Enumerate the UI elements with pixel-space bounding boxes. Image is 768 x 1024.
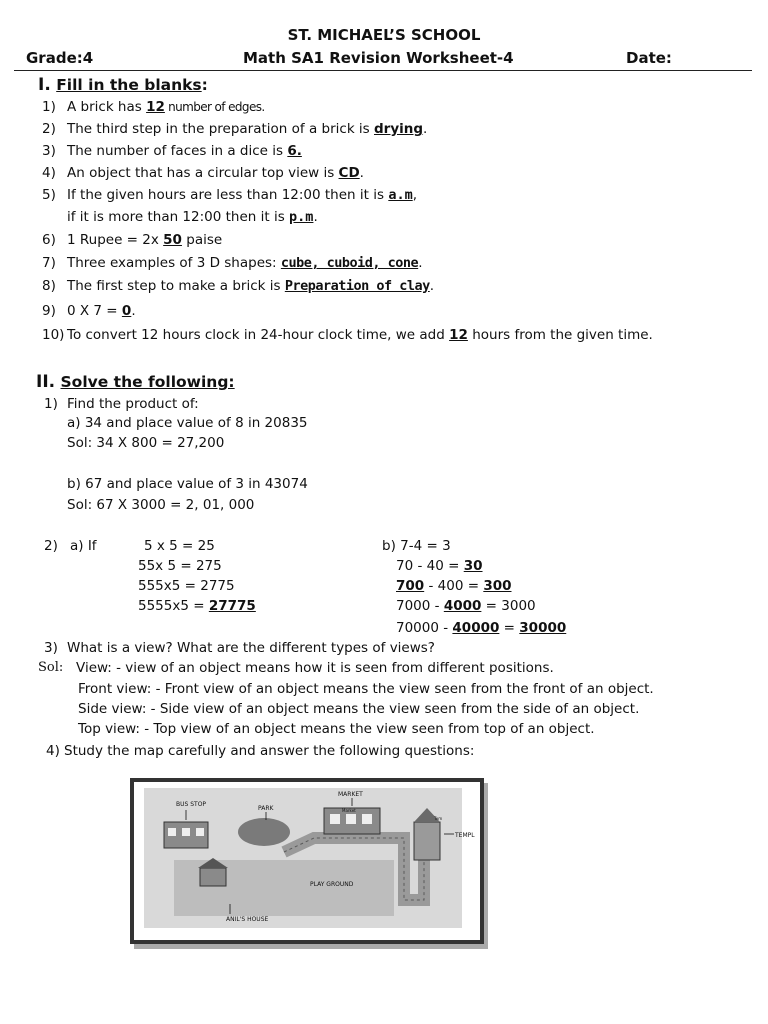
blank-4-num: 4) xyxy=(42,165,56,181)
blank-9 xyxy=(67,303,136,319)
q2-a-row4-text: 5555x5 = xyxy=(138,598,209,614)
q2-b-row3-text-end: = 3000 xyxy=(481,598,536,614)
blank-2-num: 2) xyxy=(42,121,56,137)
blank-10 xyxy=(67,327,653,343)
blank-8-text: The first step to make a brick is xyxy=(67,278,285,294)
q2-a-row3: 555x5 = 2775 xyxy=(138,578,235,594)
blank-3 xyxy=(67,143,302,159)
q1-part-b-solution: Sol: 67 X 3000 = 2, 01, 000 xyxy=(67,497,255,513)
header-rule xyxy=(14,70,752,71)
park-trees xyxy=(238,818,290,846)
date-label: Date: xyxy=(626,49,672,67)
blank-5-answer-pm: p.m xyxy=(289,209,314,225)
blank-6-num: 6) xyxy=(42,232,56,248)
blank-4-text: An object that has a circular top view is xyxy=(67,165,339,181)
q1-text: Find the product of: xyxy=(67,396,199,412)
blank-6-text-end: paise xyxy=(181,232,223,248)
map-label-park: PARK xyxy=(258,805,274,812)
q3-text: What is a view? What are the different types of views? xyxy=(67,640,435,656)
q3-top-view-def: Top view: - Top view of an object means the view seen from top of an object. xyxy=(78,721,595,737)
q2-b-row1-text: 70 - 40 = xyxy=(396,558,464,574)
q2-b-row4-answer1: 40000 xyxy=(452,620,500,636)
q2-b-row2-answer2: 300 xyxy=(483,578,512,594)
temple-building xyxy=(414,822,440,860)
blank-5-text2: if it is more than 12:00 then it is xyxy=(67,209,290,225)
blank-7-text: Three examples of 3 D shapes: xyxy=(67,255,281,271)
map-label-temple: TEMPL xyxy=(455,832,475,839)
blank-8-answer: Preparation of clay xyxy=(284,278,430,294)
section1-title: Fill in the blanks xyxy=(56,76,202,94)
blank-10-text: To convert 12 hours clock in 24-hour clock time, we add xyxy=(67,327,450,343)
blank-7-answer: cube, cuboid, cone xyxy=(280,255,419,271)
market-window xyxy=(362,814,372,824)
map-label-market-sign: Market xyxy=(342,808,356,813)
blank-10-text-end: hours from the given time. xyxy=(467,327,653,343)
blank-9-text: 0 X 7 = xyxy=(67,303,122,319)
blank-3-answer: 6. xyxy=(287,143,302,159)
market-window xyxy=(330,814,340,824)
school-name: ST. MICHAEL’S SCHOOL xyxy=(287,26,481,44)
q3-view-def: View: - view of an object means how it is seen from different positions. xyxy=(76,660,554,676)
q2-b-row2-answer1: 700 xyxy=(396,578,425,594)
blank-5-line2 xyxy=(67,209,318,225)
blank-2-answer: drying xyxy=(374,121,424,137)
q2-a-row1: 5 x 5 = 25 xyxy=(144,538,215,554)
blank-9-num: 9) xyxy=(42,303,56,319)
q3-sol-label: Sol: xyxy=(38,660,64,675)
blank-5-end: . xyxy=(313,209,318,225)
blank-8-num: 8) xyxy=(42,278,56,294)
q2-b-row4 xyxy=(396,620,566,636)
blank-6-text: 1 Rupee = 2x xyxy=(67,232,164,248)
blank-7-text-end: . xyxy=(418,255,423,271)
blank-4 xyxy=(67,165,364,181)
q3-side-view-def: Side view: - Side view of an object means the view seen from the side of an object. xyxy=(78,701,640,717)
q3-num: 3) xyxy=(44,640,58,656)
q2-b-row4-text: 70000 - xyxy=(396,620,453,636)
section2-heading xyxy=(36,372,235,392)
blank-5-num: 5) xyxy=(42,187,56,203)
blank-1 xyxy=(67,99,265,115)
blank-5-comma: , xyxy=(412,187,417,203)
map-label-anils-house: ANIL'S HOUSE xyxy=(226,916,269,923)
blank-9-answer: 0 xyxy=(121,303,132,319)
section2-roman: II. xyxy=(36,372,56,392)
q2-a-row2: 55x 5 = 275 xyxy=(138,558,222,574)
q4-num: 4) xyxy=(46,743,60,759)
blank-7-num: 7) xyxy=(42,255,56,271)
blank-8 xyxy=(67,278,434,294)
blank-1-num: 1) xyxy=(42,99,56,115)
blank-3-text: The number of faces in a dice is xyxy=(67,143,288,159)
blank-3-num: 3) xyxy=(42,143,56,159)
blank-6-answer: 50 xyxy=(163,232,182,248)
section1-roman: I. xyxy=(38,75,51,95)
q2-b-row3 xyxy=(396,598,536,614)
q2-b-row3-text: 7000 - xyxy=(396,598,444,614)
q2-b-row3-answer: 4000 xyxy=(443,598,482,614)
section2-title: Solve the following: xyxy=(60,373,235,391)
q1-part-a-solution: Sol: 34 X 800 = 27,200 xyxy=(67,435,225,451)
blank-5-answer-am: a.m xyxy=(388,187,413,203)
bus-stop-window xyxy=(196,828,204,836)
worksheet-title: Math SA1 Revision Worksheet-4 xyxy=(243,49,514,67)
blank-10-answer: 12 xyxy=(449,327,468,343)
market-window xyxy=(346,814,356,824)
q2-b-row4-eq: = xyxy=(499,620,520,636)
q1-part-a: a) 34 and place value of 8 in 20835 xyxy=(67,415,308,431)
blank-5-text: If the given hours are less than 12:00 then it is xyxy=(67,187,389,203)
bus-stop-window xyxy=(182,828,190,836)
section1-colon: : xyxy=(201,76,208,94)
q1-num: 1) xyxy=(44,396,58,412)
blank-5 xyxy=(67,187,417,203)
blank-2 xyxy=(67,121,427,137)
q4-text: Study the map carefully and answer the following questions: xyxy=(64,743,475,759)
anils-house-building xyxy=(200,868,226,886)
blank-1-text-end: number of edges. xyxy=(164,100,265,114)
map-label-temple-sign: Tem xyxy=(434,816,443,821)
q3-front-view-def: Front view: - Front view of an object means the view seen from the front of an object. xyxy=(78,681,654,697)
bus-stop-window xyxy=(168,828,176,836)
map-label-playground: PLAY GROUND xyxy=(310,881,354,888)
q2-b-row2-text: - 400 = xyxy=(424,578,484,594)
blank-2-text-end: . xyxy=(423,121,428,137)
town-map xyxy=(130,778,484,944)
q2-a-row4 xyxy=(138,598,256,614)
q2-b-row4-answer2: 30000 xyxy=(519,620,567,636)
blank-9-text-end: . xyxy=(131,303,136,319)
map-label-bus-stop: BUS STOP xyxy=(176,801,207,808)
section1-heading xyxy=(38,75,208,95)
q2-a-row4-answer: 27775 xyxy=(208,598,256,614)
blank-4-answer: CD xyxy=(338,165,360,181)
grade-label: Grade:4 xyxy=(26,49,94,67)
blank-4-text-end: . xyxy=(359,165,364,181)
q2-part-a: a) If xyxy=(70,538,97,554)
blank-2-text: The third step in the preparation of a brick is xyxy=(67,121,374,137)
q1-part-b: b) 67 and place value of 3 in 43074 xyxy=(67,476,308,492)
q2-part-b: b) 7-4 = 3 xyxy=(382,538,451,554)
blank-1-text: A brick has xyxy=(67,99,147,115)
town-map-drawing xyxy=(134,782,480,940)
blank-10-num: 10) xyxy=(42,327,65,343)
map-label-market: MARKET xyxy=(338,791,363,798)
q2-num: 2) xyxy=(44,538,58,554)
q2-b-row1 xyxy=(396,558,483,574)
blank-6 xyxy=(67,232,222,248)
blank-1-answer: 12 xyxy=(146,99,165,115)
q2-b-row2 xyxy=(396,578,512,594)
blank-8-text-end: . xyxy=(429,278,435,294)
blank-7 xyxy=(67,255,422,271)
q2-b-row1-answer: 30 xyxy=(463,558,483,574)
